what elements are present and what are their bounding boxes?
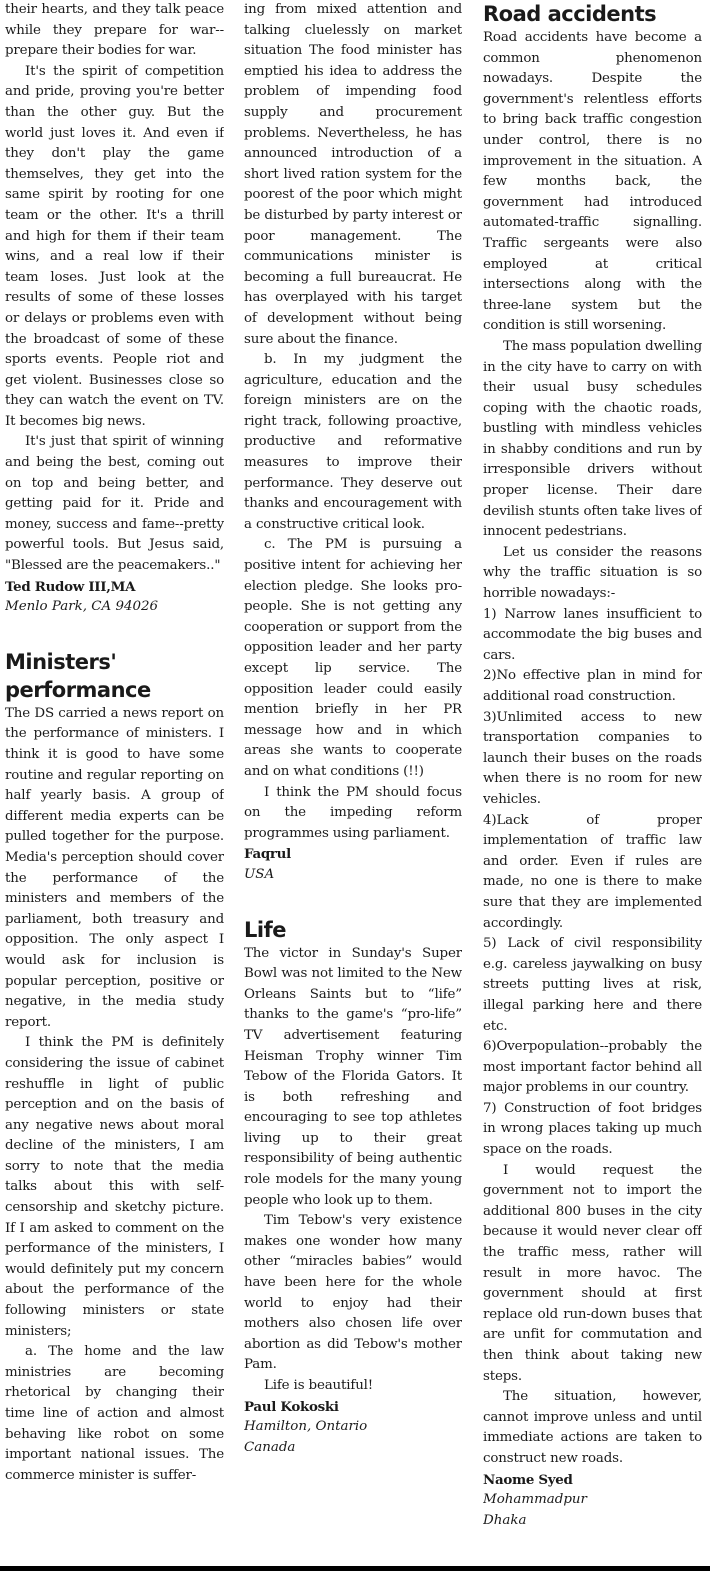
paragraph: It's just that spirit of winning and being the best, coming out on top and being better, and getting paid for it. Pride and money, success and fame--pretty powerful tools. But Jesus said, "Blessed are the peacemakers.." bbox=[5, 434, 224, 574]
list-item: 4)Lack of proper implementation of traffic law and order. Even if rules are made, no one is there to make sure that they are implemented accordingly. bbox=[483, 812, 702, 931]
list-item: 3)Unlimited access to new transportation companies to launch their buses on the roads when there is no room for new vehicles. bbox=[483, 709, 702, 807]
paragraph: a. The home and the law ministries are becoming rhetorical by changing their time line of action and almost behaving like robot on some important national issues. The commerce minister is suffer- bbox=[5, 1344, 224, 1483]
paragraph: their hearts, and they talk peace while they prepare for war--prepare their bodies for war. bbox=[5, 2, 224, 59]
list-item: 2)No effective plan in mind for additional road construction. bbox=[483, 668, 702, 704]
column-2 bbox=[244, 0, 462, 1565]
letter-location: Hamilton, Ontario bbox=[244, 1419, 368, 1435]
letter-location: Mohammadpur bbox=[483, 1492, 587, 1508]
paragraph: b. In my judgment the agriculture, education and the foreign ministers are on the right track, following proactive, productive and reformative measures to improve their performance. They deserve out thanks and encouragement with a constructive critical look. bbox=[244, 352, 462, 532]
paragraph: It's the spirit of competition and pride, proving you're better than the other guy. But the world just loves it. And even if they don't play the game themselves, they get into the same spirit by rooting for one team or the other. It's a thrill and high for them if their team wins, and a real low if their team loses. Just look at the results of some of these losses or delays or problems even with the broadcast of some of these sports events. People riot and get violent. Businesses close so they can watch the event on TV. It becomes big news. bbox=[5, 63, 224, 429]
letter-location: Dhaka bbox=[483, 1512, 527, 1528]
paragraph: The DS carried a news report on the performance of ministers. I think it is good to have some routine and regular reporting on half yearly basis. A group of different media experts can be pulled together for the purpose. Media's perception should cover the performance of the ministers and members of the parliament, both treasury and opposition. The only aspect I would ask for inclusion is popular perception, positive or negative, in the media study report. bbox=[5, 705, 224, 1030]
paragraph: Life is beautiful! bbox=[264, 1378, 374, 1393]
letter-author: Faqrul bbox=[244, 846, 291, 863]
paragraph: c. The PM is pursuing a positive intent for achieving her election pledge. She looks pro-people. She is not getting any cooperation or support from the opposition leader and her party except lip service. The opposition leader could easily mention briefly in her PR message how and in which areas she wants to cooperate and on what conditions (!!) bbox=[244, 537, 462, 779]
letter-author: Paul Kokoski bbox=[244, 1398, 339, 1415]
list-item: 5) Lack of civil responsibility e.g. careless jaywalking on busy streets putting lives at risk, illegal parking here and there etc. bbox=[483, 936, 702, 1034]
headline-life: Life bbox=[244, 917, 286, 942]
letter-location: Canada bbox=[244, 1439, 296, 1455]
paragraph: Tim Tebow's very existence makes one wonder how many other “miracles babies” would have been here for the whole world to enjoy had their mothers also chosen life over abortion as did Tebow's mother Pam. bbox=[244, 1213, 462, 1373]
bottom-rule bbox=[0, 1566, 710, 1571]
list-item: 7) Construction of foot bridges in wrong places taking up much space on the roads. bbox=[483, 1100, 702, 1158]
paragraph: I think the PM is definitely considering the issue of cabinet reshuffle in light of public perception and on the basis of any negative news about moral decline of the ministers, I am sorry to note that the media talks about this with self-censorship and sketchy picture. If I am asked to comment on the performance of the ministers, I would definitely put my concern about the performance of the following ministers or state ministers; bbox=[5, 1035, 224, 1339]
column-1 bbox=[5, 0, 224, 1565]
letter-author: Naome Syed bbox=[483, 1471, 573, 1488]
paragraph: The situation, however, cannot improve unless and until immediate actions are taken to construct new roads. bbox=[483, 1389, 702, 1466]
letter-location: Menlo Park, CA 94026 bbox=[5, 599, 159, 615]
paragraph: I would request the government not to import the additional 800 buses in the city because it would never clear off the traffic mess, rather will result in more havoc. The government should at first replace old run-down buses that are unfit for commutation and then think about taking new steps. bbox=[483, 1162, 702, 1384]
headline-road-accidents: Road accidents bbox=[483, 2, 657, 26]
paragraph: ing from mixed attention and talking cluelessly on market situation The food minister has emptied his idea to address the problem of impending food supply and procurement problems. Nevertheless, he has announced introduction of a short lived ration system for the poorest of the poor which might be disturbed by party interest or poor management. The communications minister is becoming a full bureaucrat. He has overplayed with his target of development without being sure about the finance. bbox=[244, 2, 462, 347]
paragraph: The victor in Sunday's Super Bowl was not limited to the New Orleans Saints but to “life” thanks to the game's “pro-life” TV advertisement featuring Heisman Trophy winner Tim Tebow of the Florida Gators. It is both refreshing and encouraging to see top athletes living up to their great responsibility of being authentic role models for the many young people who look up to them. bbox=[244, 945, 462, 1208]
letter-author: Ted Rudow III,MA bbox=[5, 578, 136, 595]
column-3 bbox=[483, 0, 702, 1565]
list-item: 1) Narrow lanes insufficient to accommodate the big buses and cars. bbox=[483, 606, 702, 663]
paragraph: Let us consider the reasons why the traffic situation is so horrible nowadays:- bbox=[483, 544, 702, 602]
paragraph: I think the PM should focus on the impeding reform programmes using parliament. bbox=[244, 784, 462, 841]
headline-ministers-performance: Ministers' performance bbox=[5, 649, 151, 702]
list-item: 6)Overpopulation--probably the most important factor behind all major problems in our country. bbox=[483, 1039, 702, 1096]
paragraph: Road accidents have become a common phenomenon nowadays. Despite the government's relentless efforts to bring back traffic congestion under control, there is no improvement in the situation. A few months back, the government had introduced automated-traffic signalling. Traffic sergeants were also employed at critical intersections along with the three-lane system but the condition is still worsening. bbox=[483, 30, 702, 334]
paragraph: The mass population dwelling in the city have to carry on with their usual busy schedules coping with the chaotic roads, bustling with mindless vehicles in shabby conditions and run by irresponsible drivers without proper license. Their dare devilish stunts often take lives of innocent pedestrians. bbox=[483, 338, 702, 540]
letter-location: USA bbox=[244, 866, 275, 882]
